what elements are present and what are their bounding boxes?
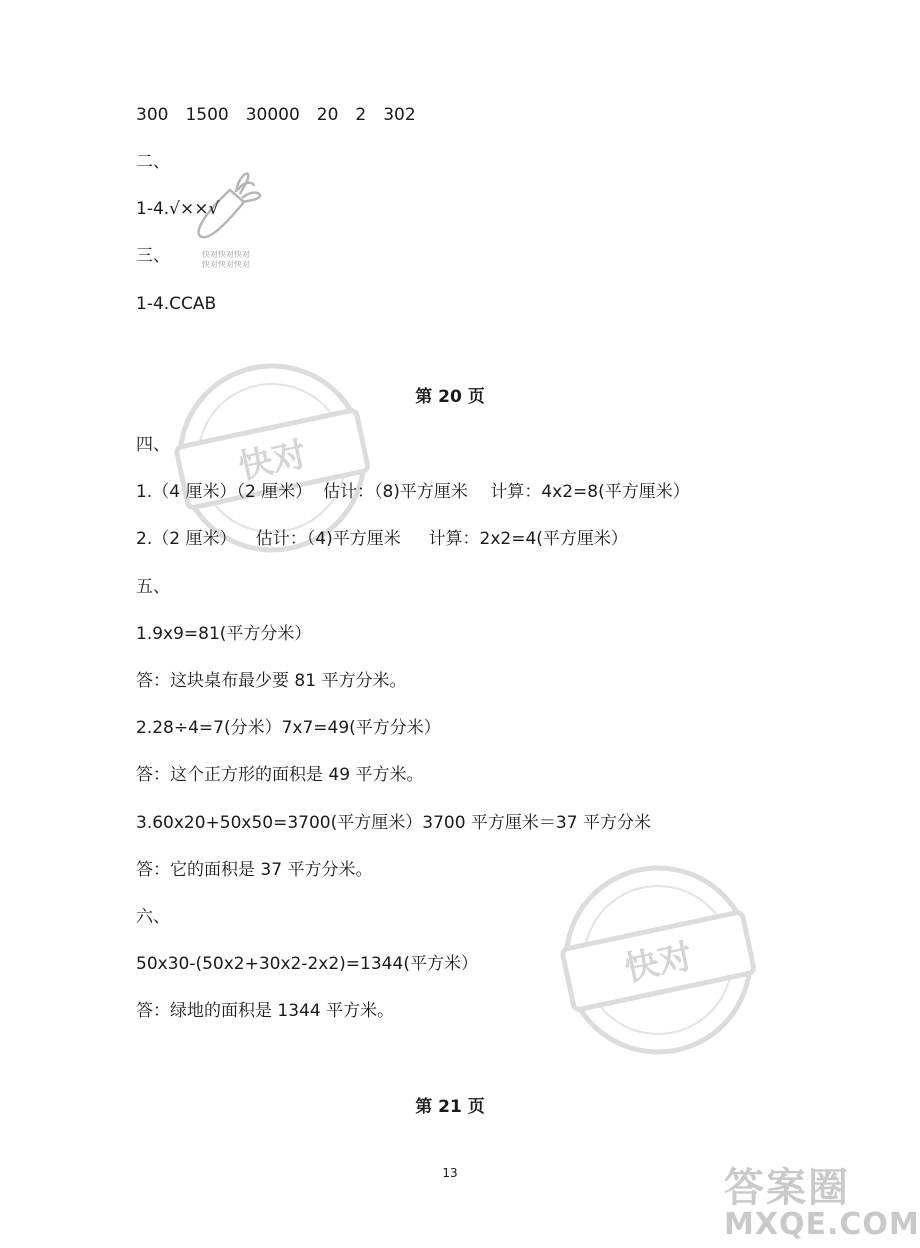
answer-line-8: 2.（2 厘米） 估计：（4)平方厘米 计算：2x2=4(平方厘米） [136,529,628,549]
answer-line-1: 300 1500 30000 20 2 302 [136,105,416,125]
section-two-label: 二、 [136,152,170,172]
stamp-text-2: 快对 [621,936,697,990]
carrot-caption-1: 快对快对快对 [202,250,250,259]
answer-line-17: 50x30-(50x2+30x2-2x2)=1344(平方米） [136,954,478,974]
answer-line-14: 3.60x20+50x50=3700(平方厘米）3700 平方厘米＝37 平方分米 [136,813,651,833]
section-three-label: 三、 [136,246,170,266]
site-logo-watermark [724,1156,920,1244]
answer-line-11: 答：这块桌布最少要 81 平方分米。 [136,671,407,691]
page-21-heading: 第 21 页 [415,1097,485,1117]
kuaidui-stamp-watermark-2 [558,860,758,1060]
answer-line-13: 答：这个正方形的面积是 49 平方米。 [136,765,424,785]
section-five-label: 五、 [136,577,170,597]
page-20-heading: 第 20 页 [415,387,485,407]
page-number: 13 [442,1166,458,1180]
answer-line-5: 1-4.CCAB [136,294,217,314]
site-logo-url: MXQE.COM [724,1207,920,1242]
carrot-caption-2: 快对快对快对 [202,260,250,269]
site-logo-text: 答案圈 [724,1165,850,1211]
answer-line-7: 1.（4 厘米）（2 厘米） 估计：（8)平方厘米 计算：4x2=8(平方厘米） [136,482,690,502]
section-four-label: 四、 [136,435,170,455]
answer-line-18: 答：绿地的面积是 1344 平方米。 [136,1001,395,1021]
stamp-text: 快对 [235,434,311,488]
section-six-label: 六、 [136,907,170,927]
answer-line-3: 1-4.√××√ [136,199,220,219]
answer-line-10: 1.9x9=81(平方分米） [136,624,312,644]
answer-line-12: 2.28÷4=7(分米）7x7=49(平方分米） [136,718,441,738]
answer-line-15: 答：它的面积是 37 平方分米。 [136,860,373,880]
